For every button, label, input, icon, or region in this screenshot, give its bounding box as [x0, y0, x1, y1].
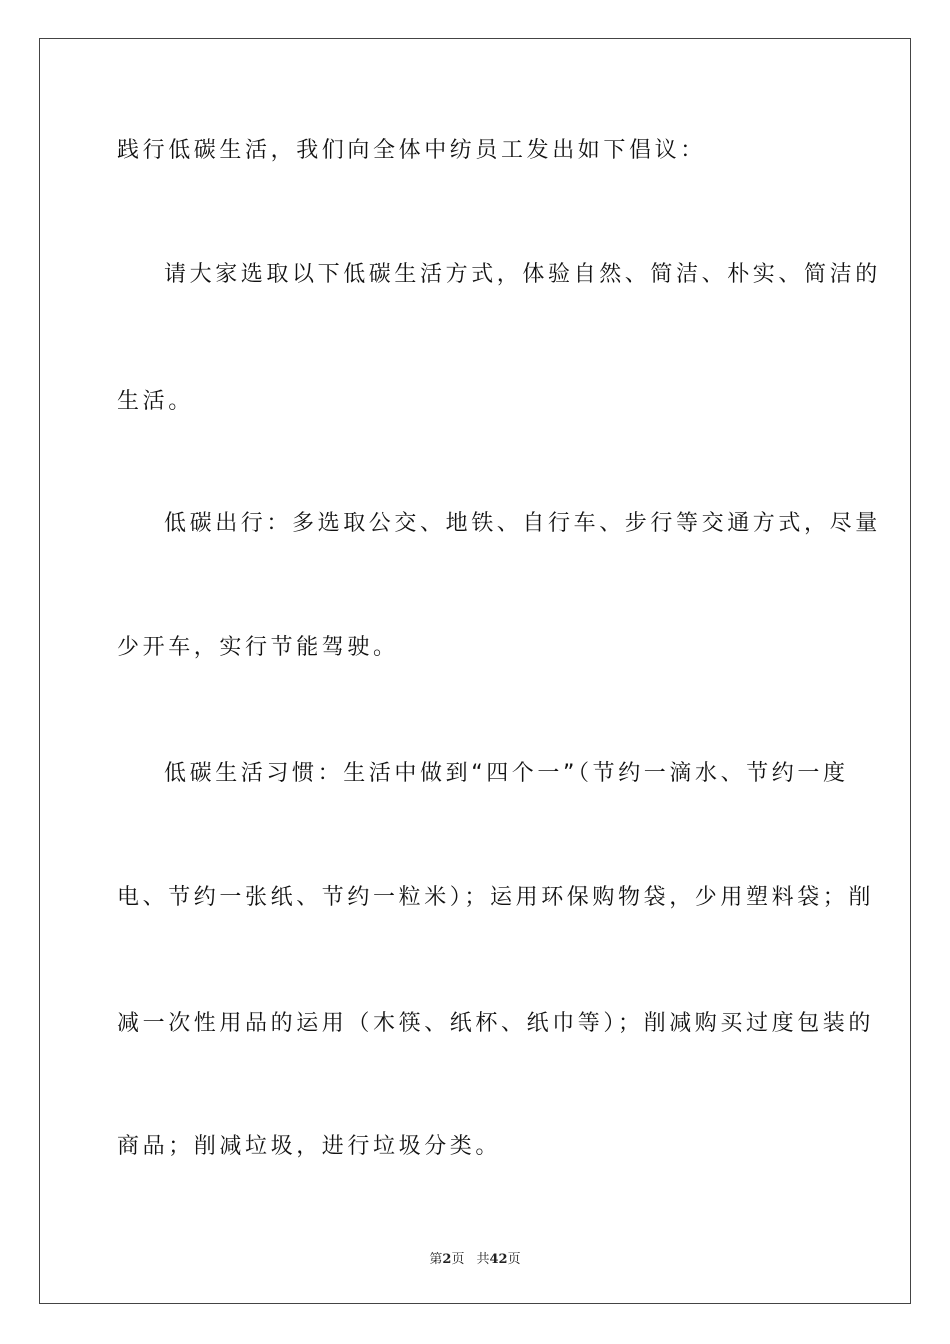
page-number: 2	[442, 1252, 452, 1267]
paragraph-line-9: 商品；削减垃圾，进行垃圾分类。	[117, 1134, 502, 1159]
paragraph-line-1: 践行低碳生活，我们向全体中纺员工发出如下倡议：	[117, 138, 706, 163]
paragraph-line-5: 少开车，实行节能驾驶。	[117, 635, 399, 660]
total-prefix: 共	[476, 1252, 490, 1267]
paragraph-line-2: 请大家选取以下低碳生活方式，体验自然、简洁、朴实、简洁的	[164, 262, 881, 287]
total-suffix: 页	[507, 1252, 521, 1267]
paragraph-line-3: 生活。	[117, 389, 194, 414]
page-footer	[0, 1248, 950, 1267]
page-border	[39, 38, 911, 1304]
page-prefix: 第	[429, 1252, 443, 1267]
paragraph-line-7: 电、节约一张纸、节约一粒米）；运用环保购物袋，少用塑料袋；削	[117, 885, 875, 910]
paragraph-line-8: 减一次性用品的运用（木筷、纸杯、纸巾等）；削减购买过度包装的	[117, 1011, 875, 1036]
page-suffix: 页	[451, 1252, 465, 1267]
paragraph-line-6: 低碳生活习惯：生活中做到“四个一”（节约一滴水、节约一度	[164, 761, 849, 786]
paragraph-line-4: 低碳出行：多选取公交、地铁、自行车、步行等交通方式，尽量	[164, 511, 881, 536]
total-pages: 42	[489, 1252, 508, 1267]
